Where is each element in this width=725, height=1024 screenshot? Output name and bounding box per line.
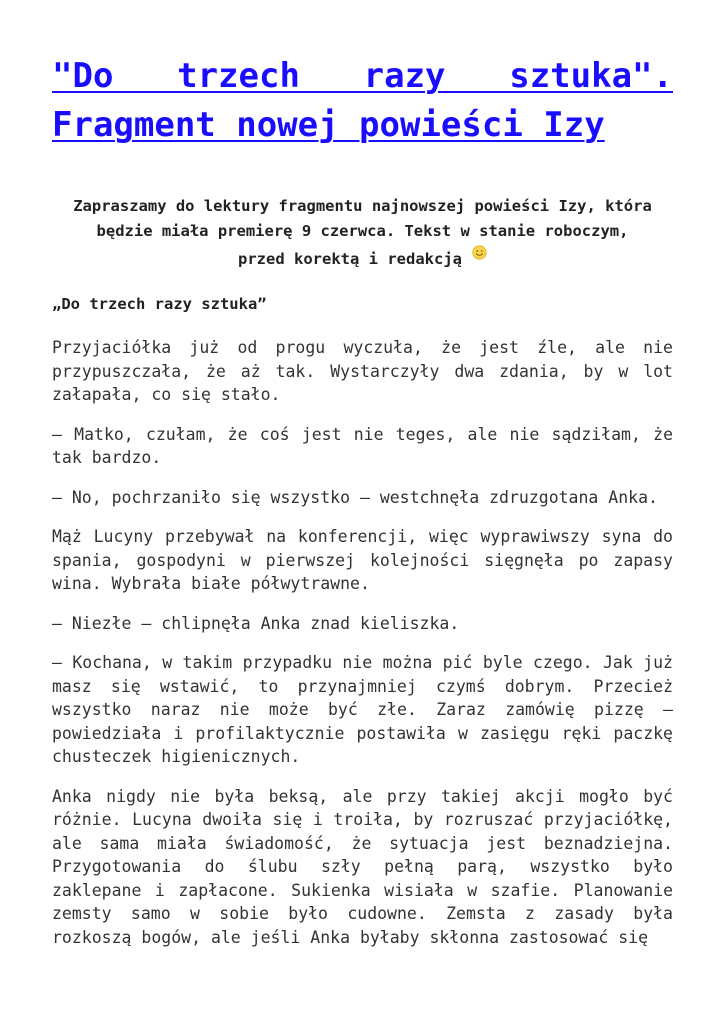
paragraph: – Kochana, w takim przypadku nie można pić byle czego. Jak już masz się wstawić, to przynajmniej czymś dobrym. Przecież wszystko naraz nie może być złe. Zaraz zamówię pizzę – powiedziała i profilaktycznie postawiła w zasięgu ręki paczkę chusteczek higienicznych. xyxy=(52,653,673,766)
paragraph: – Niezłe – chlipnęła Anka znad kieliszka. xyxy=(52,613,460,633)
intro-text-last-line xyxy=(52,247,673,272)
paragraph: – No, pochrzaniło się wszystko – westchnęła zdruzgotana Anka. xyxy=(52,487,658,507)
paragraph: – Matko, czułam, że coś jest nie teges, ale nie sądziłam, że tak bardzo. xyxy=(52,424,673,467)
smiley-face-icon xyxy=(472,245,487,260)
article-intro xyxy=(52,194,673,272)
article xyxy=(52,52,673,949)
fragment-subheading: „Do trzech razy sztuka” xyxy=(52,295,267,313)
intro-last-text: przed korektą i redakcją xyxy=(238,250,462,268)
article-title xyxy=(52,52,673,150)
intro-text: Zapraszamy do lektury fragmentu najnowszej powieści Izy, która będzie miała premierę 9 czerwca. Tekst w stanie roboczym, xyxy=(73,197,652,240)
paragraph: Mąż Lucyny przebywał na konferencji, więc wyprawiwszy syna do spania, gospodyni w pierwszej kolejności sięgnęła po zapasy wina. Wybrała białe półwytrawne. xyxy=(52,527,673,593)
paragraph: Anka nigdy nie była beksą, ale przy takiej akcji mogło być różnie. Lucyna dwoiła się i troiła, by rozruszać przyjaciółkę, ale sama miała świadomość, że sytuacja jest beznadziejna. Przygotowania do ślubu szły pełną parą, wszystko było zaklepane i zapłacone. Sukienka wisiała w szafie. Planowanie zemsty samo w sobie było cudowne. Zemsta z zasady była rozkoszą bogów, ale jeśli Anka byłaby skłonna zastosować się xyxy=(52,786,673,947)
paragraph: Przyjaciółka już od progu wyczuła, że jest źle, ale nie przypuszczała, że aż tak. Wystarczyły dwa zdania, by w lot załapała, co się stało. xyxy=(52,338,673,404)
article-title-link[interactable]: "Do trzech razy sztuka". Fragment nowej powieści Izy xyxy=(52,56,673,145)
